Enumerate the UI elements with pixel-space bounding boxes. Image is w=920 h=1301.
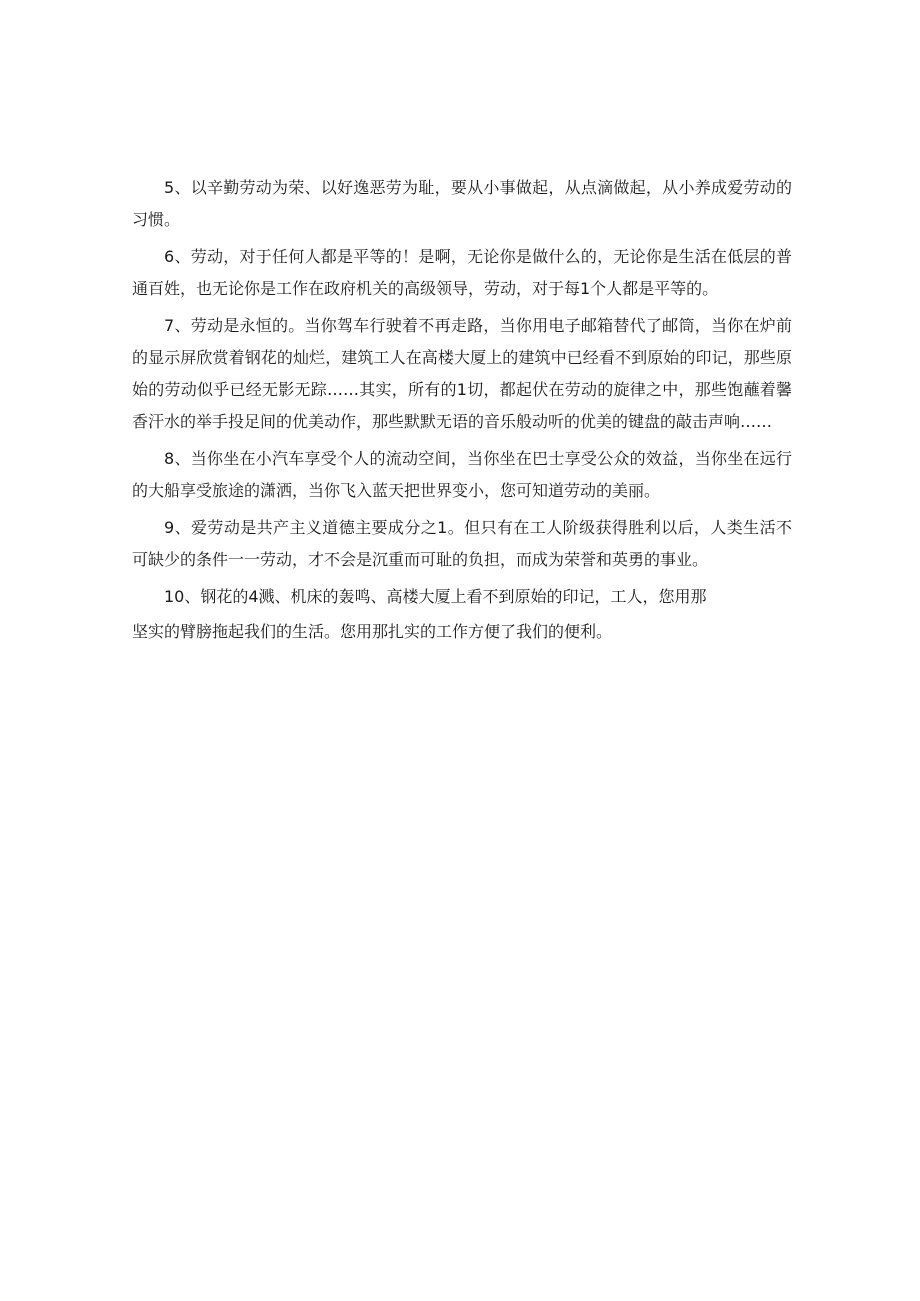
paragraph-7: 7、劳动是永恒的。当你驾车行驶着不再走路，当你用电子邮箱替代了邮筒，当你在炉前的显示屏欣赏着钢花的灿烂，建筑工人在高楼大厦上的建筑中已经看不到原始的印记，那些原始的劳动似乎已经无影无踪……其实，所有的1切，都起伏在劳动的旋律之中，那些饱蘸着馨香汗水的举手投足间的优美动作，那些默默无语的音乐般动听的优美的键盘的敲击声响…… — [132, 316, 792, 431]
paragraph-10 — [132, 581, 792, 648]
paragraph-6: 6、劳动，对于任何人都是平等的！是啊，无论你是做什么的，无论你是生活在低层的普通百姓，也无论你是工作在政府机关的高级领导，劳动，对于每1个人都是平等的。 — [132, 247, 792, 298]
paragraph-8: 8、当你坐在小汽车享受个人的流动空间，当你坐在巴士享受公众的效益，当你坐在远行的大船享受旅途的潇洒，当你飞入蓝天把世界变小，您可知道劳动的美丽。 — [132, 449, 792, 500]
document-body — [132, 172, 792, 648]
paragraph-5: 5、以辛勤劳动为荣、以好逸恶劳为耻，要从小事做起，从点滴做起，从小养成爱劳动的习惯。 — [132, 178, 792, 229]
paragraph-10-line-2: 坚实的臂膀拖起我们的生活。您用那扎实的工作方便了我们的便利。 — [132, 622, 613, 641]
paragraph-10-line-1: 10、钢花的4溅、机床的轰鸣、高楼大厦上看不到原始的印记，工人，您用那 — [164, 587, 707, 606]
paragraph-9: 9、爱劳动是共产主义道德主要成分之1。但只有在工人阶级获得胜利以后，人类生活不可缺少的条件一一劳动，才不会是沉重而可耻的负担，而成为荣誉和英勇的事业。 — [132, 518, 792, 569]
